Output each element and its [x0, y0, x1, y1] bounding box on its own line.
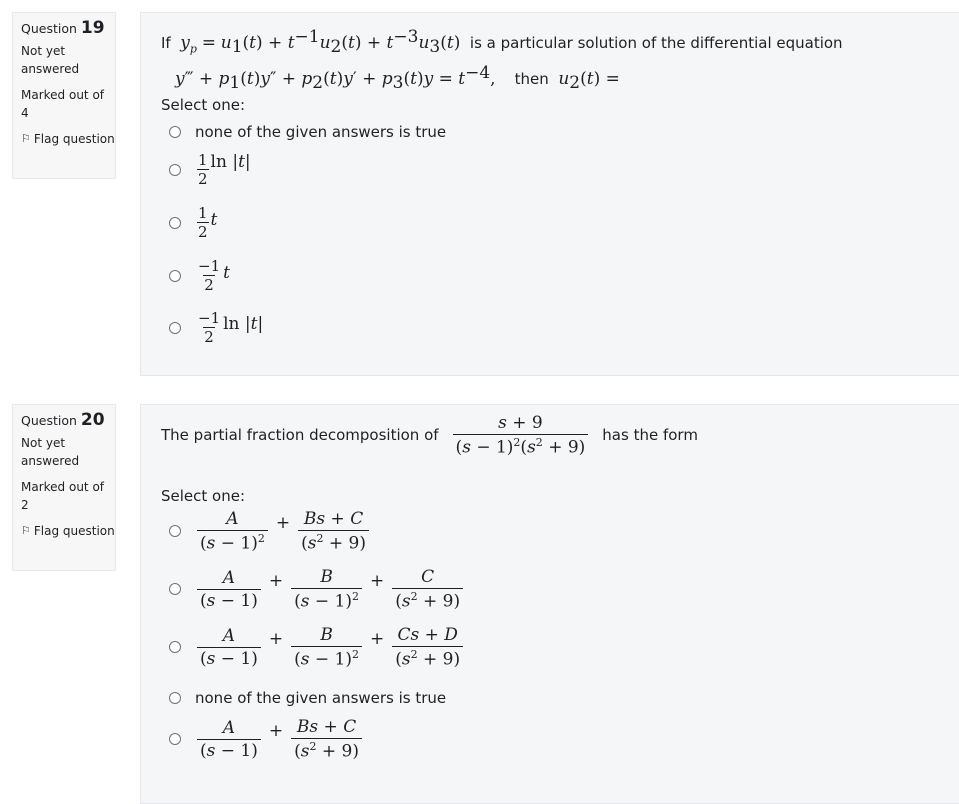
- question-text: If $y_p = u_1(t) + t^{-1}u_2(t) + t^{-3}u_3(t)$ is a particular solution of the differential equation y‴ + $p_1(t)y'' + p_2(t)y' + p_3(t)y = t^{-4}$, then $u_2(t)$ =: [161, 27, 843, 94]
- question-content-20: [140, 404, 959, 804]
- flag-icon: ⚐: [21, 132, 31, 145]
- question-number: Question 20: [21, 410, 105, 430]
- answer-math: $\frac{-1}{2}$ ln |t|: [198, 309, 264, 346]
- radio-button[interactable]: [169, 164, 181, 176]
- answer-option[interactable]: [169, 567, 465, 612]
- question-grade: Marked out of 2: [21, 480, 105, 512]
- answer-math: $\frac{A}{(s - 1)}$ + $\frac{Bs + C}{(s^2 + 9)}$: [195, 717, 364, 762]
- question-number: Question 19: [21, 18, 105, 38]
- answer-option[interactable]: [169, 151, 251, 188]
- radio-button[interactable]: [169, 217, 181, 229]
- question-info-20: [12, 404, 116, 571]
- answer-option[interactable]: [169, 204, 217, 241]
- answer-math: $\frac{1}{2}$ ln |t|: [198, 151, 251, 188]
- select-one-label: Select one:: [161, 96, 246, 114]
- answer-math: $\frac{A}{(s - 1)^2}$ + $\frac{Bs + C}{(s^2 + 9)}$: [195, 509, 371, 554]
- answer-option[interactable]: [169, 309, 263, 346]
- answer-option[interactable]: [169, 625, 465, 670]
- answer-math: $\frac{-1}{2}$ t: [198, 257, 230, 294]
- question-state: Not yet answered: [21, 44, 80, 76]
- question-text: The partial fraction decomposition of $\frac{s + 9}{(s - 1)^2(s^2 + 9)}$ has the form: [161, 413, 698, 458]
- answer-label: none of the given answers is true: [195, 123, 447, 141]
- radio-button[interactable]: [169, 126, 181, 138]
- question-state: Not yet answered: [21, 436, 80, 468]
- radio-button[interactable]: [169, 525, 181, 537]
- radio-button[interactable]: [169, 583, 181, 595]
- answer-math: $\frac{1}{2}$ t: [198, 204, 218, 241]
- flag-icon: ⚐: [21, 524, 31, 537]
- flag-question-link[interactable]: ⚐ Flag question: [21, 132, 115, 146]
- radio-button[interactable]: [169, 692, 181, 704]
- select-one-label: Select one:: [161, 487, 246, 505]
- radio-button[interactable]: [169, 641, 181, 653]
- question-grade: Marked out of 4: [21, 88, 105, 120]
- answer-option[interactable]: [169, 257, 230, 294]
- answer-option[interactable]: [169, 123, 446, 141]
- answer-option[interactable]: [169, 509, 371, 554]
- answer-option[interactable]: [169, 717, 364, 762]
- radio-button[interactable]: [169, 270, 181, 282]
- answer-math: $\frac{A}{(s - 1)}$ + $\frac{B}{(s - 1)^2}$ + $\frac{Cs + D}{(s^2 + 9)}$: [195, 625, 465, 670]
- radio-button[interactable]: [169, 733, 181, 745]
- answer-label: none of the given answers is true: [195, 689, 447, 707]
- answer-math: $\frac{A}{(s - 1)}$ + $\frac{B}{(s - 1)^2}$ + $\frac{C}{(s^2 + 9)}$: [195, 567, 465, 612]
- answer-option[interactable]: [169, 689, 446, 707]
- radio-button[interactable]: [169, 322, 181, 334]
- question-content-19: [140, 12, 959, 376]
- question-info-19: [12, 12, 116, 179]
- flag-question-link[interactable]: ⚐ Flag question: [21, 524, 115, 538]
